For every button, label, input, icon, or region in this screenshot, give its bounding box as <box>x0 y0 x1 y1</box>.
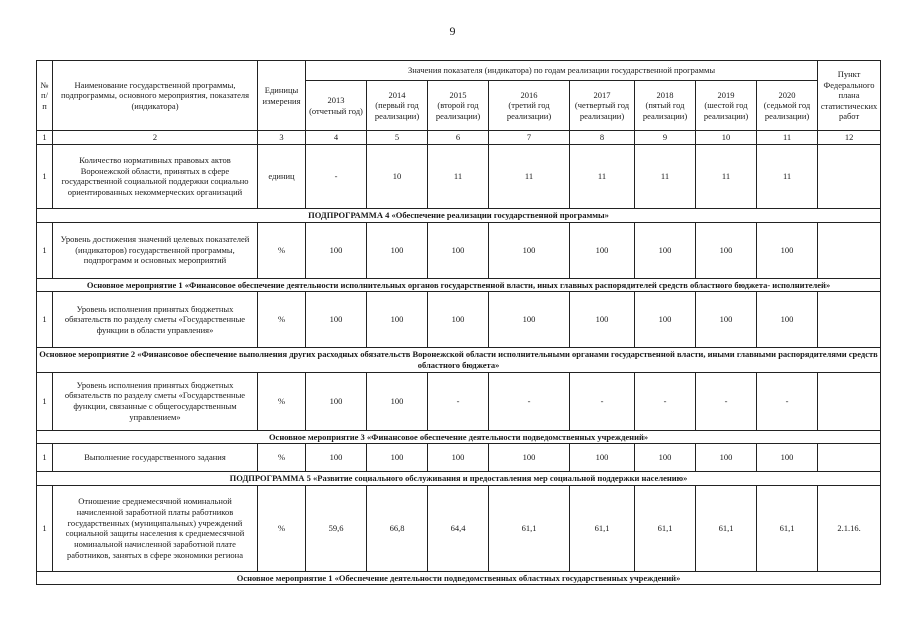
column-number: 3 <box>258 131 306 145</box>
header-plan: Пункт Федерального плана статистических работ <box>818 61 881 131</box>
value-cell: 100 <box>306 292 367 348</box>
section-row <box>37 571 881 585</box>
value-cell: 100 <box>306 372 367 430</box>
column-number: 6 <box>428 131 489 145</box>
value-cell: - <box>570 372 635 430</box>
indicators-table <box>36 60 881 585</box>
value-cell: 61,1 <box>757 485 818 571</box>
header-year-note: (второй год реализации) <box>435 100 481 121</box>
value-cell: - <box>635 372 696 430</box>
section-row <box>37 278 881 292</box>
value-cell: 61,1 <box>696 485 757 571</box>
column-number: 4 <box>306 131 367 145</box>
value-cell: 66,8 <box>367 485 428 571</box>
value-cell: 100 <box>757 292 818 348</box>
header-year-note: (пятый год реализации) <box>642 100 688 121</box>
table-row <box>37 292 881 348</box>
column-number: 10 <box>696 131 757 145</box>
indicator-name: Уровень исполнения принятых бюджетных обязательств по разделу сметы «Государственные функции, связанные с общегосударственным управлением» <box>53 372 258 430</box>
section-row <box>37 472 881 486</box>
section-title: Основное мероприятие 2 «Финансовое обеспечение выполнения других расходных обязательств Воронежской области исполнительными органами государственной власти, иными главными распорядителями средств областного бюджета» <box>37 348 881 372</box>
header-year-note: (отчетный год) <box>309 105 363 116</box>
indicator-name: Уровень исполнения принятых бюджетных обязательств по разделу сметы «Государственные функции в области управления» <box>53 292 258 348</box>
unit-cell: % <box>258 292 306 348</box>
value-cell: - <box>757 372 818 430</box>
header-unit: Единицы измерения <box>258 61 306 131</box>
table-row <box>37 222 881 278</box>
header-year-note: (шестой год реализации) <box>703 100 749 121</box>
value-cell: 100 <box>428 444 489 472</box>
value-cell: 100 <box>757 222 818 278</box>
row-number: 1 <box>37 292 53 348</box>
header-year-value: 2018 <box>656 89 674 100</box>
row-number: 1 <box>37 222 53 278</box>
unit-cell: % <box>258 222 306 278</box>
header-year-note: (первый год реализации) <box>374 100 420 121</box>
value-cell: 100 <box>489 292 570 348</box>
section-title: Основное мероприятие 3 «Финансовое обеспечение деятельности подведомственных учреждений» <box>37 430 881 444</box>
value-cell: 100 <box>367 372 428 430</box>
unit-cell: % <box>258 372 306 430</box>
value-cell: 61,1 <box>489 485 570 571</box>
value-cell: 11 <box>428 144 489 208</box>
table-row <box>37 372 881 430</box>
value-cell: 59,6 <box>306 485 367 571</box>
plan-cell <box>818 144 881 208</box>
indicator-name: Уровень достижения значений целевых показателей (индикаторов) государственной программы, подпрограмм и основных мероприятий <box>53 222 258 278</box>
row-number: 1 <box>37 485 53 571</box>
column-number: 8 <box>570 131 635 145</box>
unit-cell: % <box>258 444 306 472</box>
header-year-2019 <box>696 81 757 131</box>
value-cell: 100 <box>489 444 570 472</box>
header-year-2013 <box>306 81 367 131</box>
indicator-name: Количество нормативных правовых актов Воронежской области, принятых в сфере государственной социальной поддержки социально ориентированных некоммерческих организаций <box>53 144 258 208</box>
header-num: № п/п <box>37 61 53 131</box>
value-cell: 11 <box>570 144 635 208</box>
unit-cell: % <box>258 485 306 571</box>
value-cell: 100 <box>570 222 635 278</box>
plan-cell <box>818 444 881 472</box>
section-title: ПОДПРОГРАММА 4 «Обеспечение реализации государственной программы» <box>37 208 881 222</box>
header-year-2016 <box>489 81 570 131</box>
value-cell: - <box>696 372 757 430</box>
column-number: 1 <box>37 131 53 145</box>
value-cell: - <box>306 144 367 208</box>
header-year-value: 2014 <box>388 89 406 100</box>
header-year-value: 2013 <box>327 94 345 105</box>
page-number: 9 <box>449 24 456 38</box>
header-year-value: 2017 <box>593 89 611 100</box>
header-year-note: (четвертый год реализации) <box>574 100 630 121</box>
column-number: 2 <box>53 131 258 145</box>
section-row <box>37 208 881 222</box>
plan-cell <box>818 372 881 430</box>
value-cell: 100 <box>367 292 428 348</box>
value-cell: 100 <box>570 292 635 348</box>
column-number: 5 <box>367 131 428 145</box>
plan-cell: 2.1.16. <box>818 485 881 571</box>
value-cell: 100 <box>570 444 635 472</box>
section-row <box>37 430 881 444</box>
header-year-value: 2019 <box>717 89 735 100</box>
column-number: 11 <box>757 131 818 145</box>
value-cell: 100 <box>367 222 428 278</box>
value-cell: 100 <box>635 292 696 348</box>
header-name: Наименование государственной программы, подпрограммы, основного мероприятия, показателя (индикатора) <box>53 61 258 131</box>
section-row <box>37 348 881 372</box>
column-number: 9 <box>635 131 696 145</box>
value-cell: 100 <box>428 222 489 278</box>
column-number: 7 <box>489 131 570 145</box>
value-cell: - <box>489 372 570 430</box>
header-year-value: 2015 <box>449 89 467 100</box>
section-title: ПОДПРОГРАММА 5 «Развитие социального обслуживания и предоставления мер социальной поддержки населению» <box>37 472 881 486</box>
value-cell: 100 <box>635 444 696 472</box>
header-year-2018 <box>635 81 696 131</box>
row-number: 1 <box>37 372 53 430</box>
value-cell: 100 <box>428 292 489 348</box>
value-cell: 11 <box>696 144 757 208</box>
value-cell: 100 <box>306 222 367 278</box>
value-cell: 100 <box>696 444 757 472</box>
value-cell: 100 <box>696 292 757 348</box>
header-year-note: (седьмой год реализации) <box>763 100 811 121</box>
section-title: Основное мероприятие 1 «Финансовое обеспечение деятельности исполнительных органов государственной власти, иных главных распорядителей средств областного бюджета- исполнителей» <box>37 278 881 292</box>
value-cell: 61,1 <box>635 485 696 571</box>
column-number: 12 <box>818 131 881 145</box>
table-row <box>37 444 881 472</box>
value-cell: 100 <box>489 222 570 278</box>
value-cell: 100 <box>367 444 428 472</box>
header-year-value: 2020 <box>778 89 796 100</box>
indicator-name: Выполнение государственного задания <box>53 444 258 472</box>
value-cell: 100 <box>306 444 367 472</box>
value-cell: 10 <box>367 144 428 208</box>
value-cell: 64,4 <box>428 485 489 571</box>
header-year-2020 <box>757 81 818 131</box>
header-year-2017 <box>570 81 635 131</box>
unit-cell: единиц <box>258 144 306 208</box>
value-cell: 11 <box>489 144 570 208</box>
header-values-title: Значения показателя (индикатора) по годам реализации государственной программы <box>306 61 818 81</box>
plan-cell <box>818 222 881 278</box>
value-cell: 11 <box>757 144 818 208</box>
plan-cell <box>818 292 881 348</box>
indicator-name: Отношение среднемесячной номинальной начисленной заработной платы работников государственных (муниципальных) учреждений социальной защиты населения к среднемесячной номинальной начисленной заработной плате работников, занятых в сфере экономики региона <box>53 485 258 571</box>
table-row <box>37 485 881 571</box>
value-cell: 100 <box>757 444 818 472</box>
value-cell: 100 <box>635 222 696 278</box>
header-year-2014 <box>367 81 428 131</box>
table-row <box>37 144 881 208</box>
row-number: 1 <box>37 144 53 208</box>
value-cell: - <box>428 372 489 430</box>
header-year-note: (третий год реализации) <box>506 100 552 121</box>
value-cell: 11 <box>635 144 696 208</box>
value-cell: 100 <box>696 222 757 278</box>
row-number: 1 <box>37 444 53 472</box>
value-cell: 61,1 <box>570 485 635 571</box>
header-year-value: 2016 <box>520 89 538 100</box>
header-year-2015 <box>428 81 489 131</box>
section-title: Основное мероприятие 1 «Обеспечение деятельности подведомственных областных государственных учреждений» <box>37 571 881 585</box>
